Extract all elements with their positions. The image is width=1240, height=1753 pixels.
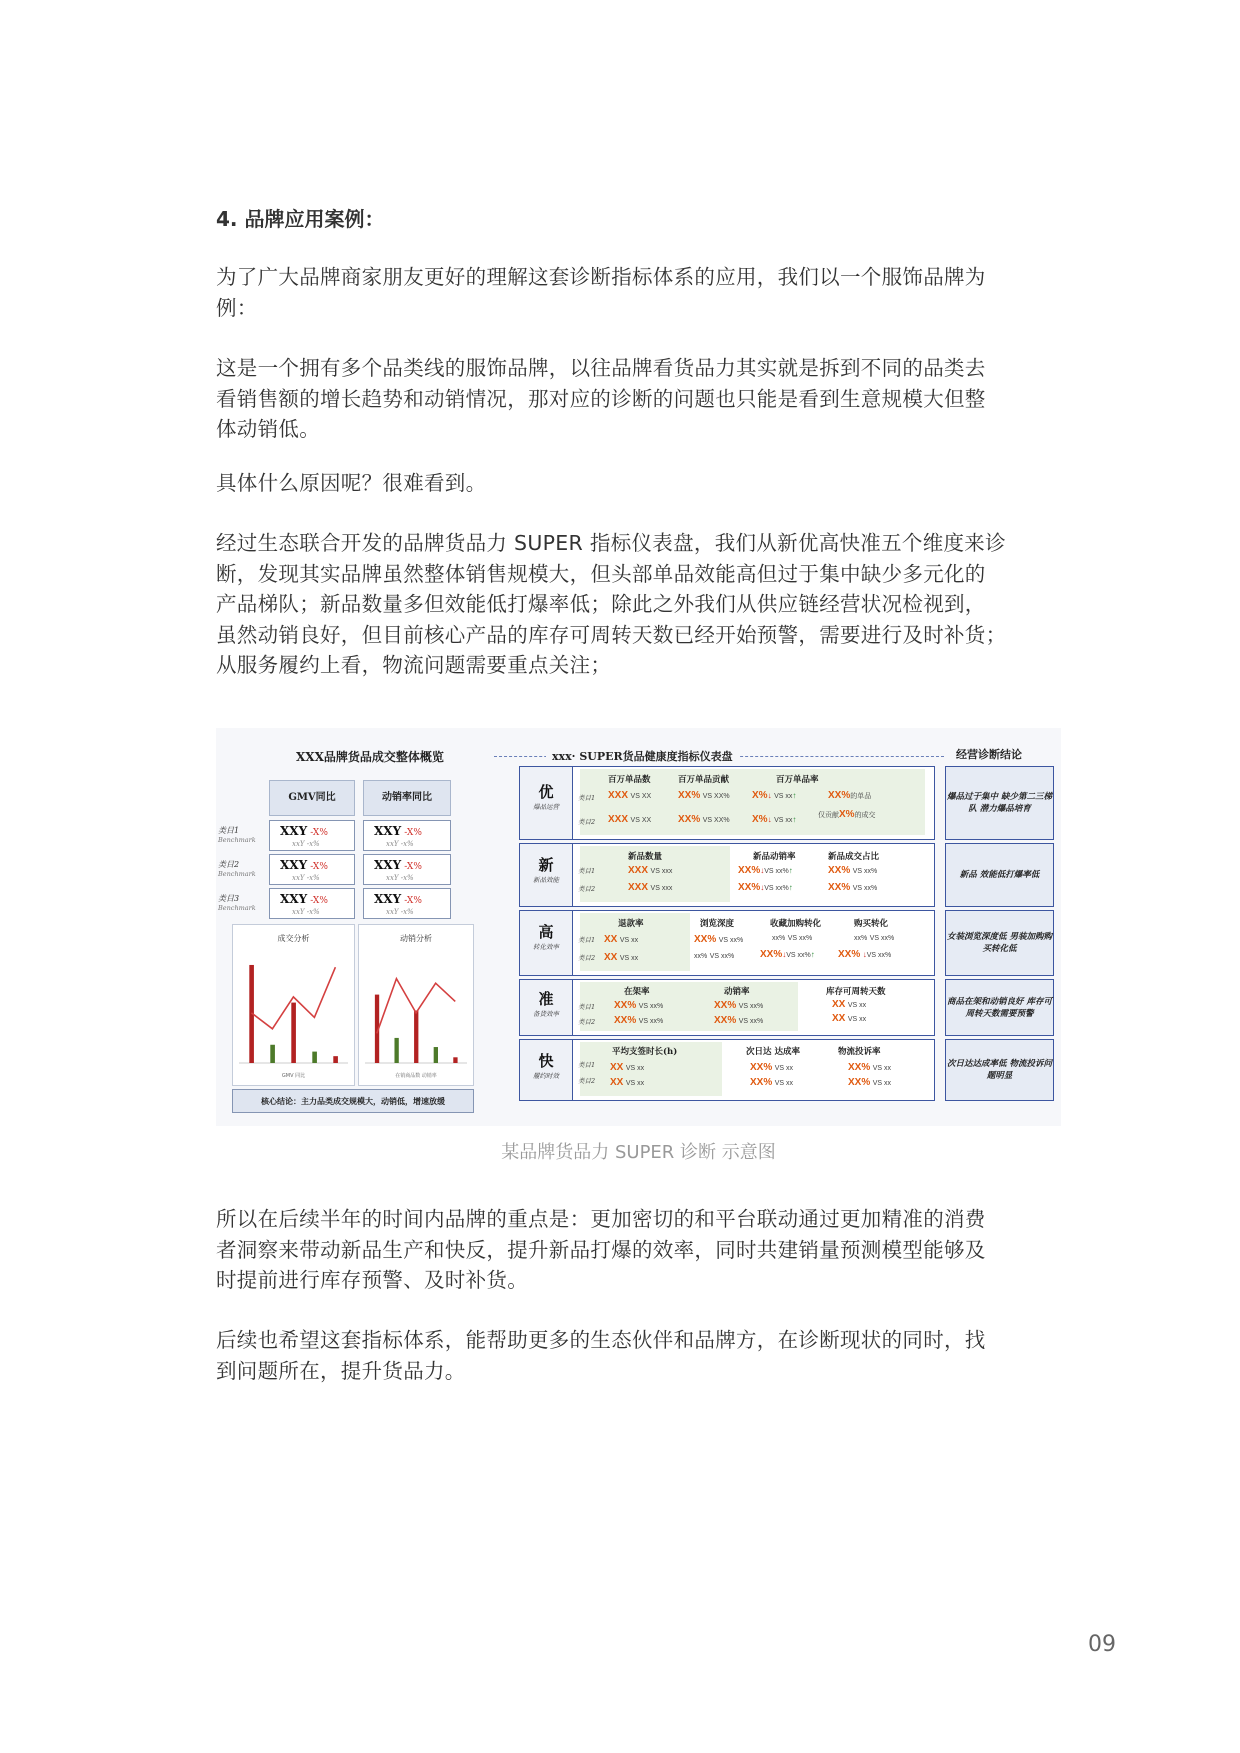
metric-value: XX% VS xx% (714, 1015, 764, 1026)
metric-value: XX VS xx (604, 952, 639, 963)
metric-value: XX% VS xx% (694, 934, 744, 945)
row-label: 类目2 (578, 885, 596, 893)
metric-value: XX%的单品 (828, 790, 872, 801)
metric-value: 仅贡献X%的成交 (818, 809, 876, 820)
dimension-row-zhun (519, 979, 935, 1036)
metric-value: X%↓ VS xx↑ (752, 790, 797, 801)
gmv-cell: XXY -X% xxY -x% (269, 888, 355, 919)
dimension-row-kuai (519, 1039, 935, 1101)
metric-title: 新品数量 (628, 852, 663, 862)
metric-value: XX% VS xx% (828, 865, 878, 876)
metric-value: XXX VS XX (608, 790, 652, 801)
paragraph-line: 为了广大品牌商家朋友更好的理解这套诊断指标体系的应用，我们以一个服饰品牌为 (216, 265, 986, 289)
metric-title: 库存可周转天数 (826, 987, 886, 997)
metric-value: XX%↓VS xx%↑ (738, 882, 793, 893)
row-label: 类目2 (578, 818, 596, 826)
overview-title: XXX品牌货品成交整体概览 (296, 750, 444, 764)
gmv-header: GMV同比 (269, 780, 355, 816)
dimension-label: 准 备货效率 (520, 980, 573, 1035)
metric-title: 新品动销率 (753, 852, 796, 862)
metric-title: 物流投诉率 (838, 1047, 881, 1057)
metric-value: XX VS xx (604, 934, 639, 945)
sell-through-chart (358, 924, 474, 1086)
transaction-chart-svg (233, 925, 354, 1085)
super-dashboard-figure (216, 728, 1061, 1126)
metric-value: XX VS xx (610, 1077, 645, 1088)
row-label: 类目2 (578, 954, 596, 962)
metric-title: 新品成交占比 (828, 852, 880, 862)
sell-through-header: 动销率同比 (363, 780, 451, 816)
diagnosis-conclusion: 女装浏览深度低 男装加购购买转化低 (945, 910, 1054, 976)
paragraph-plan (216, 1204, 1060, 1296)
category-label: 类目1 Benchmark (218, 826, 256, 844)
transaction-chart-title: 成交分析 (277, 934, 310, 943)
paragraph-line: 所以在后续半年的时间内品牌的重点是：更加密切的和平台联动通过更加精准的消费 (216, 1207, 986, 1231)
paragraph-line: 后续也希望这套指标体系，能帮助更多的生态伙伴和品牌方，在诊断现状的同时，找 (216, 1328, 986, 1352)
metric-value: XX% VS xx (848, 1062, 892, 1073)
metric-value: XX% VS xx% (714, 1000, 764, 1011)
metric-value: XX% VS XX% (678, 790, 730, 801)
chart-bar (312, 1052, 317, 1063)
metric-title: 百万单品率 (776, 775, 819, 785)
metric-value: XXX VS xxx (628, 882, 673, 893)
gmv-cell: XXY -X% xxY -x% (269, 820, 355, 851)
gmv-cell: XXY -X% xxY -x% (269, 854, 355, 885)
metric-value: XX% VS xx (750, 1062, 794, 1073)
row-label: 类目1 (578, 936, 596, 944)
category-label: 类目3 Benchmark (218, 894, 256, 912)
metric-value: XX% VS XX% (678, 814, 730, 825)
metric-value: XXX VS XX (608, 814, 652, 825)
row-label: 类目1 (578, 794, 596, 802)
row-label: 类目2 (578, 1077, 596, 1085)
diagnosis-conclusion: 爆品过于集中 缺少第二三梯队 潜力爆品培育 (945, 766, 1054, 840)
metric-title: 百万单品数 (608, 775, 651, 785)
metric-title: 平均支签时长(h) (612, 1047, 678, 1057)
dimension-label: 新 新品效能 (520, 844, 573, 906)
metric-title: 百万单品贡献 (678, 775, 730, 785)
paragraph-intro (216, 262, 1060, 323)
metric-value: X%↓ VS xx↑ (752, 814, 797, 825)
chart-bar (453, 1057, 457, 1063)
metric-value: XXX VS xxx (628, 865, 673, 876)
metric-title: 动销率 (724, 987, 750, 997)
dimension-label: 快 履约时效 (520, 1040, 573, 1100)
core-conclusion: 核心结论：主力品类成交规模大，动销低，增速放缓 (232, 1089, 474, 1113)
metric-title: 次日达 达成率 (746, 1047, 800, 1057)
paragraph-line: 产品梯队；新品数量多但效能低打爆率低；除此之外我们从供应链经营状况检视到， (216, 592, 986, 616)
metric-title: 购买转化 (854, 919, 889, 929)
paragraph-line: 具体什么原因呢？很难看到。 (216, 471, 487, 495)
paragraph-line: 者洞察来带动新品生产和快反，提升新品打爆的效率，同时共建销量预测模型能够及 (216, 1237, 986, 1262)
sell-through-cell: XXY -X% xxY -x% (363, 888, 451, 919)
diagnosis-conclusion: 商品在架和动销良好 库存可周转天数需要预警 (945, 979, 1054, 1036)
metric-value: xx% VS xx% (694, 953, 735, 960)
row-label: 类目1 (578, 1061, 596, 1069)
metric-title: 退款率 (618, 919, 644, 929)
sell-through-cell: XXY -X% xxY -x% (363, 854, 451, 885)
metric-value: XX%↓VS xx%↑ (760, 949, 815, 960)
metric-value: XX% VS xx (750, 1077, 794, 1088)
row-label: 类目1 (578, 867, 596, 875)
metric-value: XX VS xx (610, 1062, 645, 1073)
metric-title: 浏览深度 (700, 919, 735, 929)
metric-value: xx% VS xx% (854, 935, 895, 942)
paragraph-line: 体动销低。 (216, 417, 320, 441)
diagnosis-conclusion: 新品 效能低打爆率低 (945, 843, 1054, 907)
paragraph-line: 从服务履约上看，物流问题需要重点关注； (216, 653, 612, 677)
paragraph-question (216, 468, 1060, 499)
metric-value: XX VS xx (832, 999, 867, 1010)
chart-bar (333, 1056, 338, 1063)
sell-through-chart-legend: 在销商品数 动销率 (395, 1073, 437, 1079)
sell-through-cell: XXY -X% xxY -x% (363, 820, 451, 851)
metric-value: XX% VS xx (848, 1077, 892, 1088)
dashboard-title: xxx· SUPER货品健康度指标仪表盘 (546, 748, 739, 764)
page-number: 09 (1088, 1632, 1116, 1657)
section-heading: 4. 品牌应用案例： (216, 207, 385, 231)
sell-through-chart-svg (359, 925, 473, 1085)
metric-title: 在架率 (624, 987, 650, 997)
metric-value: XX% VS xx% (614, 1015, 664, 1026)
paragraph-findings (216, 528, 1060, 681)
metric-value: XX% VS xx% (614, 1000, 664, 1011)
chart-bar (270, 1045, 275, 1063)
transaction-chart-legend: GMV 同比 (281, 1073, 306, 1079)
metric-value: XX VS xx (832, 1013, 867, 1024)
chart-bar (434, 1047, 438, 1063)
row-label: 类目2 (578, 1018, 596, 1026)
dimension-label: 高 转化效率 (520, 911, 573, 975)
paragraph-closing (216, 1325, 1060, 1386)
chart-bar (291, 1003, 296, 1063)
paragraph-line: 例： (216, 295, 258, 320)
paragraph-line: 到问题所在，提升货品力。 (216, 1358, 466, 1383)
sell-through-chart-title: 动销分析 (400, 934, 432, 943)
metric-value: XX% VS xx% (828, 882, 878, 893)
metric-value: XX%↓VS xx%↑ (738, 865, 793, 876)
paragraph-line: 时提前进行库存预警、及时补货。 (216, 1268, 528, 1292)
figure-caption: 某品牌货品力 SUPER 诊断 示意图 (501, 1142, 776, 1163)
paragraph-line: 断，发现其实品牌虽然整体销售规模大，但头部单品效能高但过于集中缺少多元化的 (216, 561, 986, 586)
paragraph-line: 看销售额的增长趋势和动销情况，那对应的诊断的问题也只能是看到生意规模大但整 (216, 386, 986, 411)
metric-value: XX% ↓VS xx% (838, 949, 892, 960)
dimension-row-you (519, 766, 935, 840)
dimension-label: 优 爆品运营 (520, 767, 573, 839)
dimension-row-xin (519, 843, 935, 907)
dimension-row-gao (519, 910, 935, 976)
paragraph-line: 虽然动销良好，但目前核心产品的库存可周转天数已经开始预警，需要进行及时补货； (216, 622, 1007, 647)
chart-bar (394, 1038, 398, 1063)
diagnosis-title: 经营诊断结论 (956, 748, 1022, 761)
diagnosis-conclusion: 次日达达成率低 物流投诉问题明显 (945, 1039, 1054, 1101)
metric-title: 收藏加购转化 (770, 919, 822, 929)
paragraph-line: 这是一个拥有多个品类线的服饰品牌，以往品牌看货品力其实就是拆到不同的品类去 (216, 356, 986, 380)
transaction-chart (232, 924, 355, 1086)
category-label: 类目2 Benchmark (218, 860, 256, 878)
chart-bar (414, 1011, 418, 1063)
metric-value: xx% VS xx% (772, 935, 813, 942)
paragraph-line: 经过生态联合开发的品牌货品力 SUPER 指标仪表盘，我们从新优高快准五个维度来诊 (216, 531, 1006, 555)
row-label: 类目1 (578, 1003, 596, 1011)
paragraph-background (216, 353, 1060, 445)
